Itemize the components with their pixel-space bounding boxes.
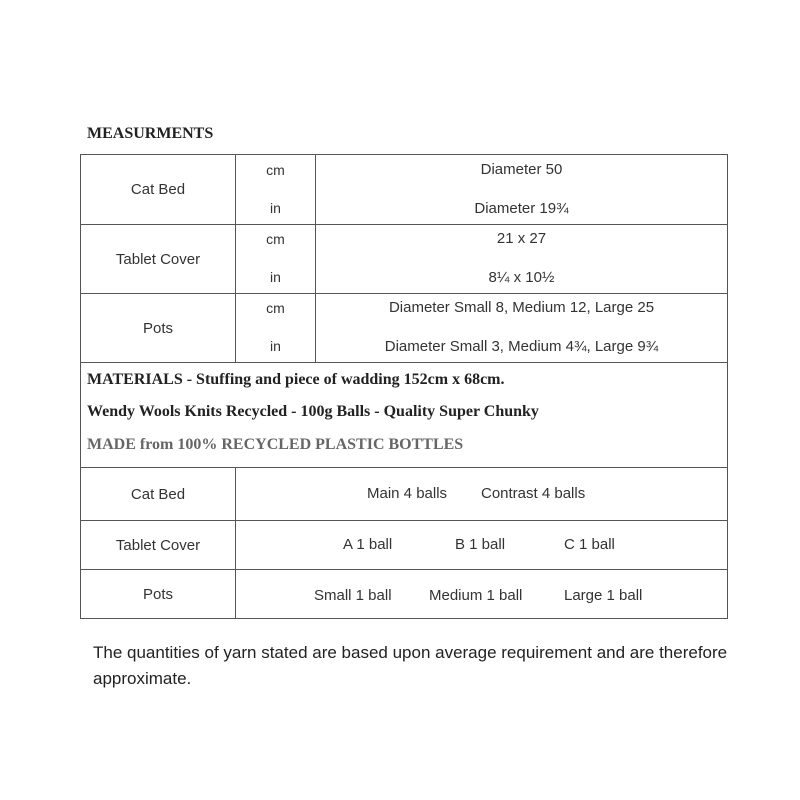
unit-column [236, 225, 316, 293]
materials-section [81, 362, 727, 467]
unit-cm: cm [266, 231, 285, 247]
measurements-table [80, 154, 728, 619]
yarn-row-tablet-cover [81, 520, 727, 569]
value-in: Diameter 19¾ [474, 200, 569, 217]
yarn-row-cat-bed [81, 467, 727, 520]
yarn-quantity: A 1 ball [343, 536, 393, 553]
unit-in: in [270, 338, 281, 354]
unit-column [236, 294, 316, 362]
unit-column [236, 155, 316, 224]
yarn-row-pots [81, 569, 727, 618]
value-cm: Diameter Small 8, Medium 12, Large 25 [388, 299, 655, 316]
yarn-item-label: Pots [81, 570, 236, 618]
yarn-item-label: Cat Bed [81, 468, 236, 520]
yarn-quantity: Small 1 ball [314, 587, 392, 604]
yarn-quantity: B 1 ball [455, 536, 506, 553]
quantities-note: The quantities of yarn stated are based upon average requirement and are therefore approximate. [93, 643, 728, 688]
measurement-row-tablet-cover [81, 224, 727, 293]
yarn-quantity: Large 1 ball [564, 587, 643, 604]
measurement-item-label: Cat Bed [81, 155, 236, 224]
value-in: Diameter Small 3, Medium 4¾, Large 9¾ [384, 338, 659, 355]
yarn-item-label: Tablet Cover [81, 521, 236, 569]
measurement-item-label: Tablet Cover [81, 225, 236, 293]
measurement-item-label: Pots [81, 294, 236, 362]
measurements-heading: MEASURMENTS [87, 125, 214, 142]
yarn-quantity: Main 4 balls [367, 485, 448, 502]
value-cm: 21 x 27 [496, 230, 547, 247]
yarn-quantity: Contrast 4 balls [481, 485, 586, 502]
unit-in: in [270, 269, 281, 285]
yarn-quantity: Medium 1 ball [429, 587, 523, 604]
yarn-quantity: C 1 ball [564, 536, 615, 553]
unit-cm: cm [266, 300, 285, 316]
unit-in: in [270, 200, 281, 216]
yarn-quality-line: Wendy Wools Knits Recycled - 100g Balls - Quality Super Chunky [87, 403, 539, 420]
materials-line: MATERIALS - Stuffing and piece of wadding 152cm x 68cm. [87, 371, 505, 388]
unit-cm: cm [266, 162, 285, 178]
measurement-row-pots [81, 293, 727, 362]
value-in: 8¼ x 10½ [488, 269, 555, 286]
measurement-row-cat-bed [81, 155, 727, 224]
recycled-note: MADE from 100% RECYCLED PLASTIC BOTTLES [87, 436, 464, 453]
value-cm: Diameter 50 [480, 161, 563, 178]
